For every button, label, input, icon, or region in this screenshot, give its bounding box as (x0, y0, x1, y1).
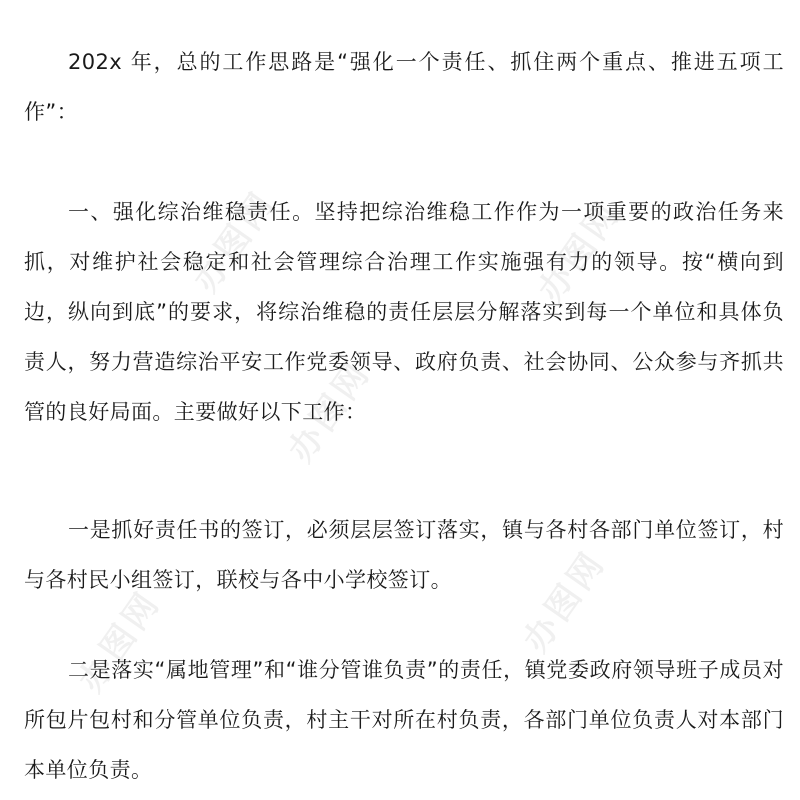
watermark-text: 办图网 (185, 183, 284, 300)
watermark-text: 办图网 (280, 353, 379, 470)
item-one-paragraph: 一是抓好责任书的签订，必须层层签订落实，镇与各村各部门单位签订，村与各村民小组签订，联校与各中小学校签订。 (24, 518, 784, 592)
watermark-text: 办图网 (530, 193, 629, 310)
watermark-text: 办图网 (70, 583, 169, 700)
section-one-paragraph: 一、强化综治维稳责任。坚持把综治维稳工作作为一项重要的政治任务来抓，对维护社会稳定和社会管理综合治理工作实施强有力的领导。按“横向到边，纵向到底”的要求，将综治维稳的责任层层分解落实到每一个单位和具体负责人，努力营造综治平安工作党委领导、政府负责、社会协同、公众参与齐抓共管的良好局面。主要做好以下工作： (24, 200, 784, 424)
intro-paragraph: 202x 年，总的工作思路是“强化一个责任、抓住两个重点、推进五项工作”： (24, 50, 784, 124)
item-two-paragraph: 二是落实“属地管理”和“谁分管谁负责”的责任，镇党委政府领导班子成员对所包片包村和分管单位负责，村主干对所在村负责，各部门单位负责人对本部门本单位负责。 (24, 658, 784, 782)
watermark-text: 办图网 (515, 543, 614, 660)
